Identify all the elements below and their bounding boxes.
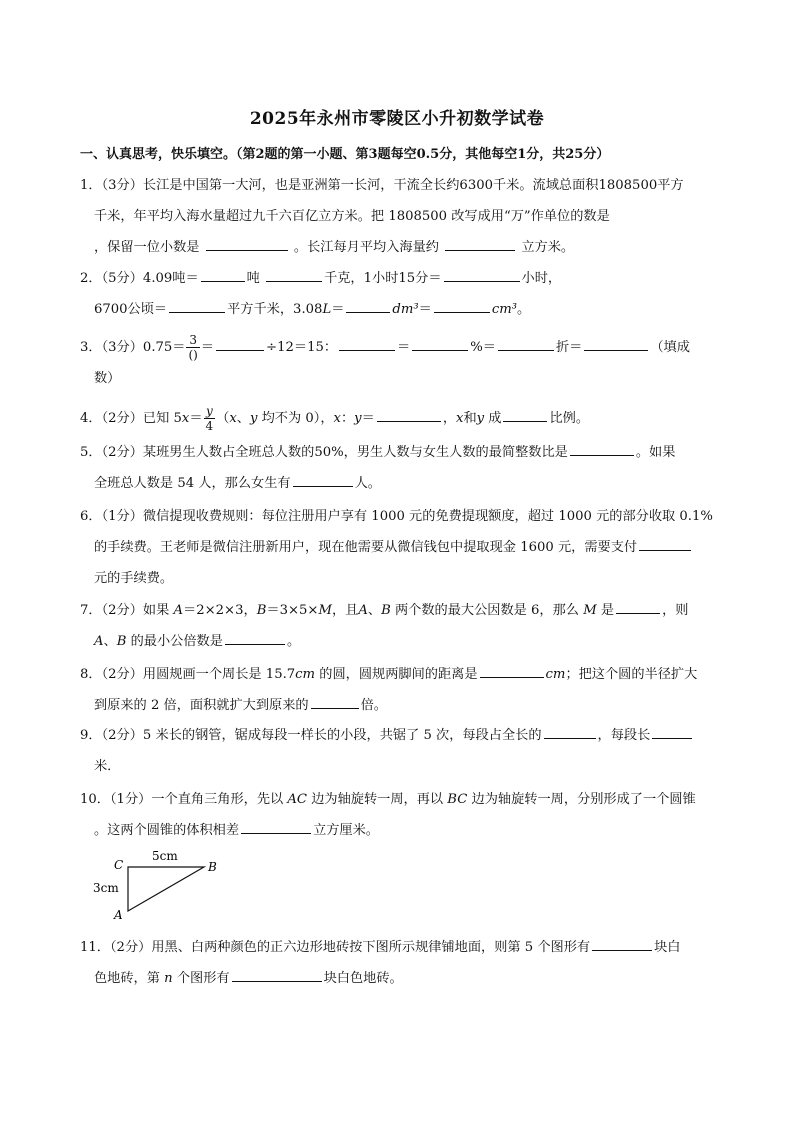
question-2 [80,263,720,325]
q8-line1: 8．（2分）用圆规画一个周长是 15.7cm 的圆，圆规两脚间的距离是 cm；把这个圆的半径扩大 [80,659,720,690]
question-4 [80,403,720,434]
answer-blank[interactable] [377,407,441,422]
answer-blank[interactable] [232,967,322,982]
q1-line3: ，保留一位小数是 。长江每月平均入海量约 立方米。 [80,232,720,263]
answer-blank[interactable] [616,599,660,614]
q9-line1: 9．（2分）5 米长的钢管，锯成每段一样长的小段，共锯了 5 次，每段占全长的 ，每段长 [80,720,720,751]
answer-blank[interactable] [503,407,547,422]
answer-blank[interactable] [544,724,596,739]
answer-blank[interactable] [201,267,245,282]
q11-line1: 11．（2分）用黑、白两种颜色的正六边形地砖按下图所示规律铺地面，则第 5 个图形有 块白 [80,932,720,963]
q5-line1: 5．（2分）某班男生人数占全班总人数的50%，男生人数与女生人数的最简整数比是 。如果 [80,437,720,468]
q3-line2: 数） [94,371,121,386]
q3-line1: 3．（3分）0.75＝ $\frac{3}{()}$ ＝ ÷12＝15： ＝ %＝ 折＝ （填成 [80,333,690,362]
triangle-shape [128,867,204,911]
q7-line2: A、B 的最小公倍数是 。 [80,626,720,657]
q10-line2: 。这两个圆锥的体积相差 立方厘米。 [80,815,720,846]
question-9 [80,720,720,782]
q10-line1: 10．（1分）一个直角三角形，先以 AC 边为轴旋转一周，再以 BC 边为轴旋转一周，分别形成了一个圆锥 [80,792,696,807]
vertex-b-label: B [208,860,217,874]
answer-blank[interactable] [592,936,652,951]
answer-blank[interactable] [639,536,691,551]
answer-blank[interactable] [346,298,390,313]
vertex-c-label: C [114,858,124,872]
q7-line1: 7．（2分）如果 A＝2×2×3，B＝3×5×M，且A、B 两个数的最大公因数是 6，那么 M 是 ，则 [80,595,720,626]
question-7 [80,595,720,657]
answer-blank[interactable] [266,267,322,282]
answer-blank[interactable] [652,724,692,739]
q6-line3: 元的手续费。 [94,571,174,586]
q6-line2: 的手续费。王老师是微信注册新用户，现在他需要从微信钱包中提取现金 1600 元，需要支付 [80,532,720,563]
answer-blank[interactable] [498,336,554,351]
q11-line2: 色地砖，第 n 个图形有 块白色地砖。 [80,963,720,994]
answer-blank[interactable] [412,336,468,351]
answer-blank[interactable] [311,694,359,709]
fraction: $\frac{3}{()}$ [188,333,198,362]
q1-line1: 1．（3分）长江是中国第一大河，也是亚洲第一长河，干流全长约6300千米。流域总面积1808500平方 [80,178,684,193]
answer-blank[interactable] [216,336,264,351]
q9-line2: 米． [94,759,121,774]
answer-blank[interactable] [169,298,225,313]
q4-line1: 4．（2分）已知 5x＝ $\frac{y}{4}$ （x、y 均不为 0），x：y＝ ，x和y 成 比例。 [80,404,590,433]
page-title: 2025年永州市零陵区小升初数学试卷 [249,109,545,129]
answer-blank[interactable] [206,236,288,251]
answer-blank[interactable] [480,663,544,678]
answer-blank[interactable] [584,336,648,351]
section-heading: 一、认真思考，快乐填空。（第2题的第一小题、第3题每空0.5分，其他每空1分，共25分） [80,147,610,162]
question-1 [80,170,720,263]
q2-line2: 6700公顷＝ 平方千米，3.08L＝ dm³＝ cm³。 [80,294,720,325]
question-11 [80,932,720,994]
vertex-a-label: A [114,908,123,922]
q1-line2: 千米，年平均入海水量超过九千六百亿立方米。把 1808500 改写成用“万”作单位的数是 [94,209,610,224]
question-10 [80,784,720,846]
triangle-figure [90,845,230,925]
q8-line2: 到原来的 2 倍，面积就扩大到原来的 倍。 [80,690,720,721]
answer-blank[interactable] [339,336,395,351]
q2-line1: 2．（5分）4.09吨＝ 吨 千克，1小时15分＝ 小时， [80,263,720,294]
answer-blank[interactable] [241,819,311,834]
answer-blank[interactable] [570,441,634,456]
answer-blank[interactable] [444,267,520,282]
side-cb-length: 5cm [152,849,178,863]
side-ca-length: 3cm [93,881,119,895]
answer-blank[interactable] [225,630,285,645]
answer-blank[interactable] [434,298,490,313]
question-3 [80,332,720,394]
fraction: $\frac{y}{4}$ [205,404,214,433]
question-8 [80,659,720,721]
answer-blank[interactable] [445,236,515,251]
q5-line2: 全班总人数是 54 人，那么女生有 人。 [80,468,720,499]
answer-blank[interactable] [293,472,353,487]
triangle-diagram [90,845,230,925]
q6-line1: 6．（1分）微信提现收费规则：每位注册用户享有 1000 元的免费提现额度，超过 1000 元的部分收取 0.1% [80,509,713,524]
question-5 [80,437,720,499]
question-6 [80,501,720,594]
